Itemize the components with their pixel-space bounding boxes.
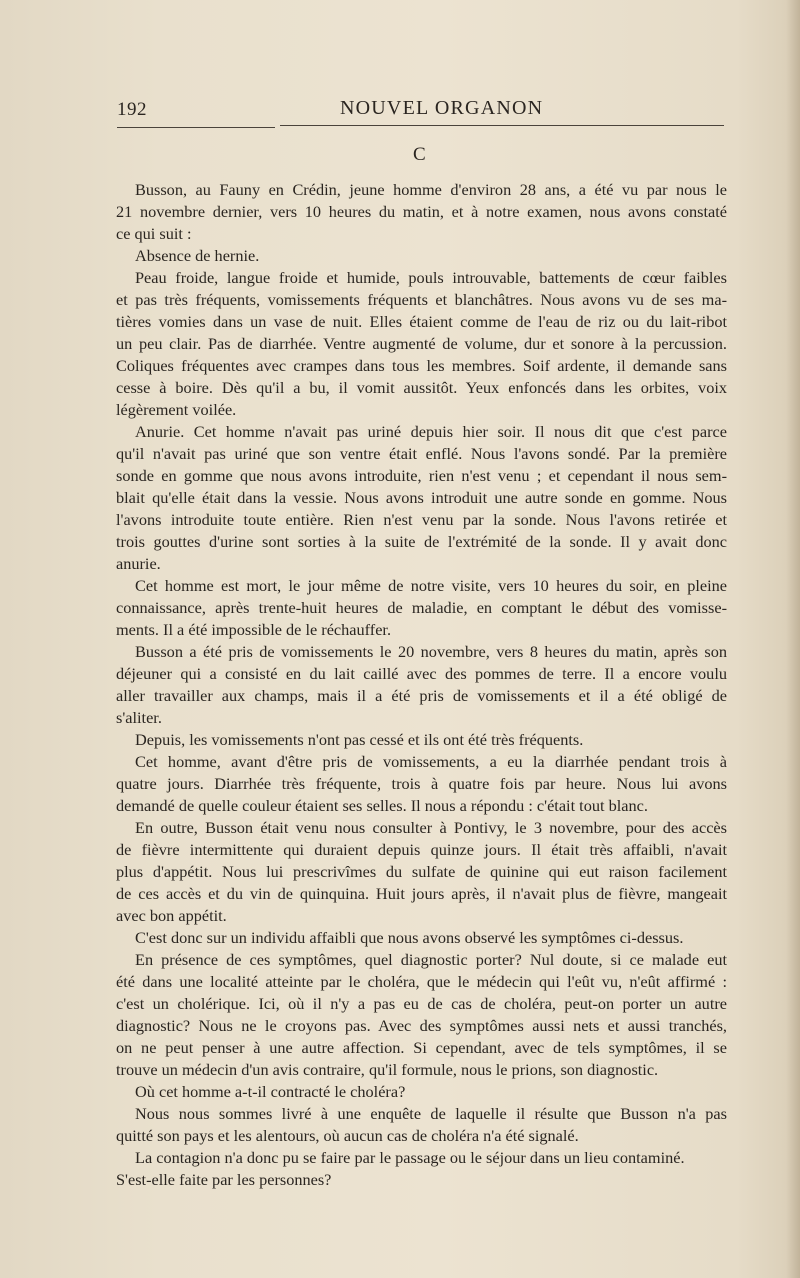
text-line: Busson a été pris de vomissements le 20 novembre, vers 8 heures du matin, après son xyxy=(135,642,727,661)
text-line: diagnostic? Nous ne le croyons pas. Avec des symptômes aussi nets et aussi tranchés, xyxy=(116,1016,727,1035)
header-rule-right xyxy=(280,125,724,126)
text-line: on ne peut penser à une autre affection. Si cependant, avec de tels symptômes, il se xyxy=(116,1038,727,1057)
text-line: qu'il n'avait pas uriné que son ventre était enflé. Nous l'avons sondé. Par la première xyxy=(116,444,727,463)
text-line: Depuis, les vomissements n'ont pas cessé et ils ont été très fréquents. xyxy=(135,730,584,749)
text-line: Anurie. Cet homme n'avait pas uriné depuis hier soir. Il nous dit que c'est parce xyxy=(135,422,727,441)
text-line: Cet homme, avant d'être pris de vomissements, a eu la diarrhée pendant trois à xyxy=(135,752,727,771)
text-line: connaissance, après trente-huit heures de maladie, en comptant le début des vomisse- xyxy=(116,598,727,617)
text-line: sonde en gomme que nous avons introduite, rien n'est venu ; et cependant il nous sem- xyxy=(116,466,727,485)
text-line: anurie. xyxy=(116,554,161,573)
running-title: NOUVEL ORGANON xyxy=(340,97,544,119)
page-number: 192 xyxy=(117,99,147,120)
text-line: quitté son pays et les alentours, où aucun cas de choléra n'a été signalé. xyxy=(116,1126,579,1145)
text-line: ce qui suit : xyxy=(116,224,192,243)
text-line: Cet homme est mort, le jour même de notre visite, vers 10 heures du soir, en pleine xyxy=(135,576,727,595)
text-line: La contagion n'a donc pu se faire par le passage ou le séjour dans un lieu contaminé. xyxy=(135,1148,685,1167)
text-line: de fièvre intermittente qui duraient depuis quinze jours. Il était très affaibli, n'avait xyxy=(116,840,727,859)
section-heading: C xyxy=(413,144,427,165)
text-line: Peau froide, langue froide et humide, pouls introuvable, battements de cœur faibles xyxy=(135,268,727,287)
text-line: s'aliter. xyxy=(116,708,162,727)
text-line: déjeuner qui a consisté en du lait caillé avec des pommes de terre. Il a encore voulu xyxy=(116,664,727,683)
text-line: trois gouttes d'urine sont sorties à la suite de l'extrémité de la sonde. Il y avait donc xyxy=(116,532,727,551)
text-line: plus d'appétit. Nous lui prescrivîmes du sulfate de quinine qui eut raison facilement xyxy=(116,862,727,881)
page-edge-shadow xyxy=(786,0,800,1278)
text-line: ments. Il a été impossible de le réchauffer. xyxy=(116,620,392,639)
text-line: quatre jours. Diarrhée très fréquente, trois à quatre fois par heure. Nous lui avons xyxy=(116,774,727,793)
text-line: C'est donc sur un individu affaibli que nous avons observé les symptômes ci-dessus. xyxy=(135,928,684,947)
text-line: avec bon appétit. xyxy=(116,906,227,925)
text-line: 21 novembre dernier, vers 10 heures du matin, et à notre examen, nous avons constaté xyxy=(116,202,727,221)
text-line: blait qu'elle était dans la vessie. Nous avons introduit une autre sonde en gomme. Nous xyxy=(116,488,727,507)
text-line: cesse à boire. Dès qu'il a bu, il vomit aussitôt. Yeux enfoncés dans les orbites, voix xyxy=(116,378,727,397)
text-line: S'est-elle faite par les personnes? xyxy=(116,1170,332,1189)
text-line: de ces accès et du vin de quinquina. Huit jours après, il n'avait plus de fièvre, mangeait xyxy=(116,884,727,903)
text-line: Busson, au Fauny en Crédin, jeune homme d'environ 28 ans, a été vu par nous le xyxy=(135,180,727,199)
text-line: Absence de hernie. xyxy=(135,246,260,265)
text-line: trouve un médecin d'un avis contraire, qu'il formule, nous le prions, son diagnostic. xyxy=(116,1060,659,1079)
text-line: c'est un cholérique. Ici, où il n'y a pas eu de cas de choléra, peut-on porter un autre xyxy=(116,994,727,1013)
running-header xyxy=(117,97,723,127)
text-line: Nous nous sommes livré à une enquête de laquelle il résulte que Busson n'a pas xyxy=(135,1104,727,1123)
body-text xyxy=(116,179,727,1191)
text-line: En outre, Busson était venu nous consulter à Pontivy, le 3 novembre, pour des accès xyxy=(135,818,727,837)
text-line: En présence de ces symptômes, quel diagnostic porter? Nul doute, si ce malade eut xyxy=(135,950,727,969)
text-line: aller travailler aux champs, mais il a été pris de vomissements et il a été obligé de xyxy=(116,686,727,705)
text-line: légèrement voilée. xyxy=(116,400,237,419)
text-line: Coliques fréquentes avec crampes dans tous les membres. Soif ardente, il demande sans xyxy=(116,356,727,375)
header-rule-left xyxy=(117,127,275,128)
text-line: l'avons introduite toute entière. Rien n'est venu par la sonde. Nous l'avons retirée et xyxy=(116,510,727,529)
text-line: et pas très fréquents, vomissements fréquents et blanchâtres. Nous avons vu de ses ma- xyxy=(116,290,727,309)
text-line: tières vomies dans un vase de nuit. Elles étaient comme de l'eau de riz ou du lait-ribot xyxy=(116,312,727,331)
text-line: un peu clair. Pas de diarrhée. Ventre augmenté de volume, dur et sonore à la percussion. xyxy=(116,334,727,353)
text-line: Où cet homme a-t-il contracté le choléra? xyxy=(135,1082,406,1101)
text-line: été dans une localité atteinte par le choléra, que le médecin qui l'eût vu, n'eût affirmé : xyxy=(116,972,727,991)
text-line: demandé de quelle couleur étaient ses selles. Il nous a répondu : c'était tout blanc. xyxy=(116,796,648,815)
